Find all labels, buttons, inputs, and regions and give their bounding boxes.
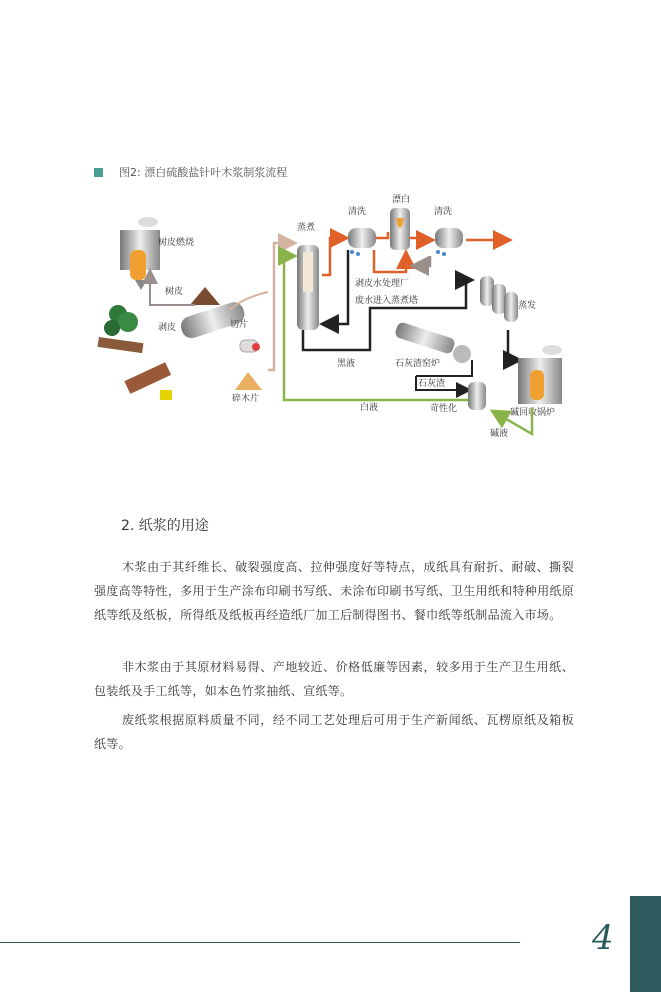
bleach-tower-icon bbox=[390, 208, 410, 250]
label-recovery-boiler: 碱回收锅炉 bbox=[510, 408, 556, 418]
label-bleach: 漂白 bbox=[392, 195, 411, 205]
label-green-liquor: 碱液 bbox=[490, 429, 509, 439]
washer-1-icon bbox=[348, 228, 376, 256]
label-chipping: 切片 bbox=[230, 320, 249, 330]
pulping-process-diagram bbox=[90, 190, 570, 440]
paragraph-waste-paper-pulp: 废纸浆根据原料质量不同，经不同工艺处理后可用于生产新闻纸、瓦楞原纸及箱板纸等。 bbox=[94, 713, 574, 751]
wood-chips-icon bbox=[235, 372, 262, 390]
lime-kiln-icon bbox=[394, 321, 471, 363]
page-number: 4 bbox=[592, 918, 614, 958]
chipper-icon bbox=[240, 340, 260, 352]
label-wash-1: 清洗 bbox=[348, 207, 367, 217]
label-causticizing: 苛性化 bbox=[430, 404, 458, 414]
label-white-liquor: 白液 bbox=[360, 403, 379, 413]
label-bark: 树皮 bbox=[165, 287, 184, 297]
label-black-liquor: 黑液 bbox=[337, 359, 356, 369]
washer-2-icon bbox=[435, 228, 463, 256]
caption-text: 图2: 漂白硫酸盐针叶木浆制浆流程 bbox=[119, 166, 288, 179]
paragraph-wood-pulp: 木浆由于其纤维长、破裂强度高、拉伸强度好等特点，成纸具有耐折、耐破、撕裂强度高等特性，多用于生产涂布印刷书写纸、未涂布印刷书写纸、卫生用纸和特种用纸原纸等纸及纸板，所得纸及纸板再经造纸厂加工后制得图书、餐巾纸等纸制品流入市场。 bbox=[94, 560, 574, 622]
label-wood-chips: 碎木片 bbox=[232, 394, 260, 404]
label-wastewater-plant: 剥皮水处理厂 bbox=[355, 279, 410, 289]
paragraph-non-wood-pulp: 非木浆由于其原材料易得、产地较近、价格低廉等因素，较多用于生产卫生用纸、包装纸及手工纸等，如本色竹浆抽纸、宣纸等。 bbox=[94, 660, 574, 698]
label-lime-mud: 石灰渣 bbox=[418, 379, 446, 389]
bark-burner-icon bbox=[120, 217, 160, 290]
label-cooking: 蒸煮 bbox=[297, 223, 316, 233]
label-debark: 剥皮 bbox=[158, 323, 177, 333]
label-wastewater-to-digester: 废水进入蒸煮塔 bbox=[355, 296, 419, 306]
side-tab bbox=[630, 896, 661, 992]
footer-divider bbox=[0, 942, 520, 943]
label-wash-2: 清洗 bbox=[434, 207, 453, 217]
bark-pile-icon bbox=[190, 287, 220, 305]
section-title: 2. 纸浆的用途 bbox=[121, 518, 209, 534]
evaporator-icon bbox=[480, 276, 518, 322]
label-bark-burn: 树皮燃烧 bbox=[158, 238, 195, 248]
trees-icon bbox=[98, 305, 144, 353]
debarking-drum-icon bbox=[124, 300, 247, 400]
digester-icon bbox=[297, 245, 319, 330]
caption-marker bbox=[94, 168, 103, 177]
label-evaporation: 蒸发 bbox=[518, 301, 537, 311]
recovery-boiler-icon bbox=[518, 345, 562, 404]
figure-caption bbox=[94, 164, 287, 180]
causticizer-icon bbox=[468, 382, 486, 410]
label-lime-kiln: 石灰渣窑炉 bbox=[395, 359, 441, 369]
